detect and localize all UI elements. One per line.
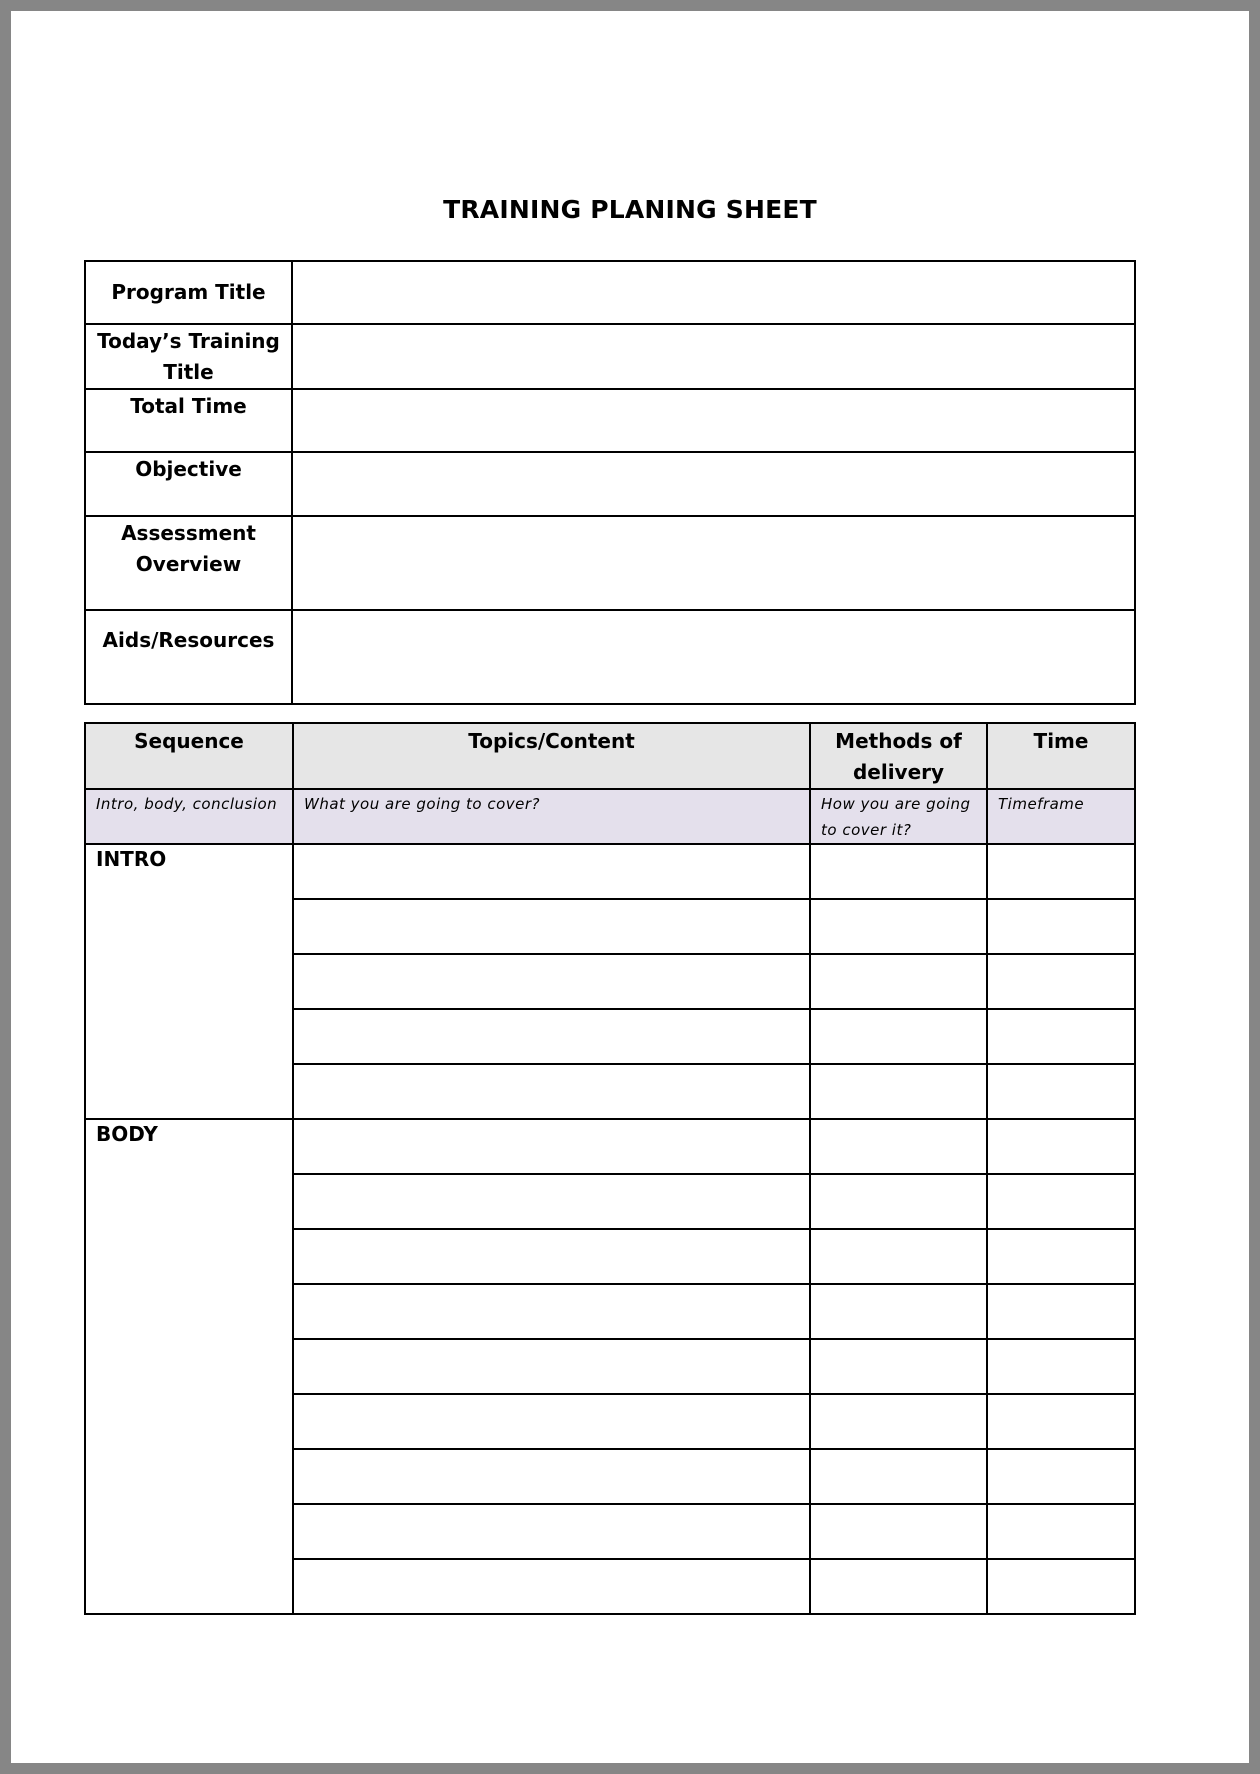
method-cell[interactable] — [810, 844, 987, 899]
hint-methods-of-delivery: How you are going to cover it? — [810, 789, 987, 844]
time-cell[interactable] — [987, 1229, 1135, 1284]
info-row-aids-resources — [85, 610, 1135, 704]
header-methods-of-delivery: Methods of delivery — [810, 723, 987, 789]
plan-hint-row — [85, 789, 1135, 844]
header-topics-content: Topics/Content — [293, 723, 810, 789]
method-cell[interactable] — [810, 1339, 987, 1394]
method-cell[interactable] — [810, 1449, 987, 1504]
info-row-assessment-overview — [85, 516, 1135, 610]
time-cell[interactable] — [987, 1174, 1135, 1229]
info-value-field[interactable] — [292, 389, 1135, 452]
hint-sequence: Intro, body, conclusion — [85, 789, 293, 844]
program-info-table — [84, 260, 1136, 705]
hint-time: Timeframe — [987, 789, 1135, 844]
method-cell[interactable] — [810, 1174, 987, 1229]
topic-cell[interactable] — [293, 1064, 810, 1119]
method-cell[interactable] — [810, 1394, 987, 1449]
method-cell[interactable] — [810, 1009, 987, 1064]
info-row-training-title — [85, 324, 1135, 389]
info-value-field[interactable] — [292, 516, 1135, 610]
plan-row — [85, 1119, 1135, 1174]
time-cell[interactable] — [987, 1449, 1135, 1504]
info-value-field[interactable] — [292, 452, 1135, 516]
info-label: Aids/Resources — [85, 610, 292, 704]
time-cell[interactable] — [987, 1064, 1135, 1119]
info-row-program-title — [85, 261, 1135, 324]
method-cell[interactable] — [810, 1284, 987, 1339]
info-value-field[interactable] — [292, 261, 1135, 324]
topic-cell[interactable] — [293, 1504, 810, 1559]
sequence-section-label: INTRO — [85, 844, 293, 1119]
info-row-objective — [85, 452, 1135, 516]
info-value-field[interactable] — [292, 610, 1135, 704]
document-page — [11, 11, 1249, 1763]
plan-header-row — [85, 723, 1135, 789]
header-time: Time — [987, 723, 1135, 789]
time-cell[interactable] — [987, 899, 1135, 954]
info-value-field[interactable] — [292, 324, 1135, 389]
time-cell[interactable] — [987, 1504, 1135, 1559]
topic-cell[interactable] — [293, 1119, 810, 1174]
time-cell[interactable] — [987, 1339, 1135, 1394]
hint-topics-content: What you are going to cover? — [293, 789, 810, 844]
time-cell[interactable] — [987, 954, 1135, 1009]
time-cell[interactable] — [987, 844, 1135, 899]
topic-cell[interactable] — [293, 1449, 810, 1504]
info-label: Assessment Overview — [85, 516, 292, 610]
header-sequence: Sequence — [85, 723, 293, 789]
info-label: Program Title — [85, 261, 292, 324]
training-plan-table — [84, 722, 1136, 1615]
sequence-section-label: BODY — [85, 1119, 293, 1614]
method-cell[interactable] — [810, 954, 987, 1009]
plan-row — [85, 844, 1135, 899]
method-cell[interactable] — [810, 1064, 987, 1119]
topic-cell[interactable] — [293, 1174, 810, 1229]
topic-cell[interactable] — [293, 1394, 810, 1449]
method-cell[interactable] — [810, 1504, 987, 1559]
topic-cell[interactable] — [293, 1284, 810, 1339]
info-label: Objective — [85, 452, 292, 516]
info-label: Today’s Training Title — [85, 324, 292, 389]
time-cell[interactable] — [987, 1009, 1135, 1064]
method-cell[interactable] — [810, 899, 987, 954]
method-cell[interactable] — [810, 1229, 987, 1284]
method-cell[interactable] — [810, 1559, 987, 1614]
topic-cell[interactable] — [293, 1559, 810, 1614]
info-label: Total Time — [85, 389, 292, 452]
method-cell[interactable] — [810, 1119, 987, 1174]
topic-cell[interactable] — [293, 1229, 810, 1284]
time-cell[interactable] — [987, 1559, 1135, 1614]
time-cell[interactable] — [987, 1119, 1135, 1174]
topic-cell[interactable] — [293, 899, 810, 954]
time-cell[interactable] — [987, 1284, 1135, 1339]
topic-cell[interactable] — [293, 1339, 810, 1394]
topic-cell[interactable] — [293, 954, 810, 1009]
info-row-total-time — [85, 389, 1135, 452]
page-title: TRAINING PLANING SHEET — [443, 195, 817, 224]
topic-cell[interactable] — [293, 844, 810, 899]
topic-cell[interactable] — [293, 1009, 810, 1064]
time-cell[interactable] — [987, 1394, 1135, 1449]
